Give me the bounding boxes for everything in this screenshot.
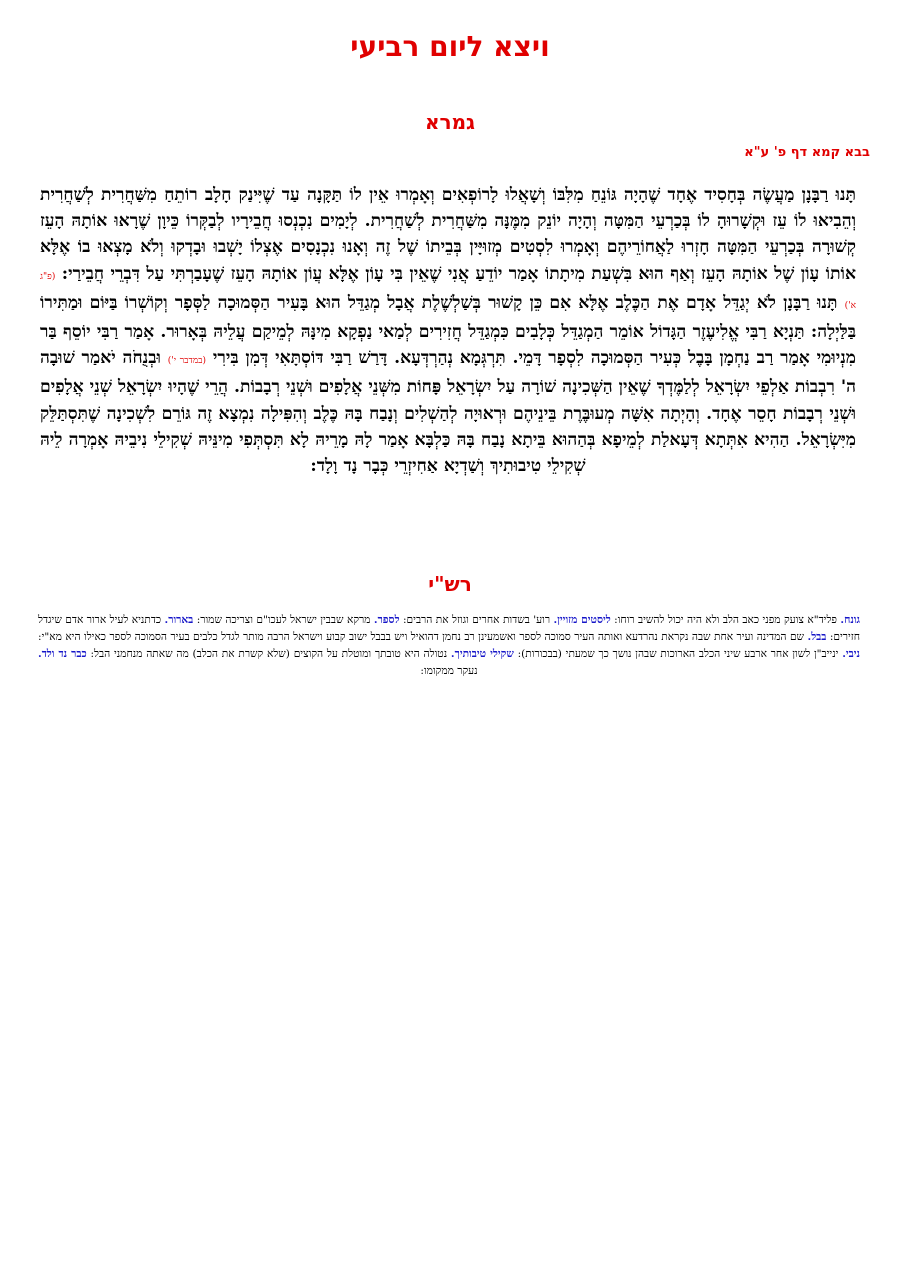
rashi-comment: נעקר ממקומו: [420,665,478,677]
rashi-entry [400,614,611,626]
gemara-part-3: וּבְנֻחֹה יֹאמַר שׁוּבָה ה' רִבְבוֹת אַלְפֵי יִשְׂרָאֵל לְלַמֶּדְךָ שֶׁאֵין הַשְּׁכִינָה שׁוֹרָה עַל יִשְׂרָאֵל פָּחוֹת מִשְּׁנֵי אֲלָפִים וּשְׁנֵי רְבָבוֹת. הֲרֵי שֶׁהָיוּ יִשְׂרָאֵל שְׁנֵי אֲלָפִים וּשְׁנֵי רְבָבוֹת חָסֵר אֶחָד. וְהָיְתָה אִשָּׁה מְעוּבֶּרֶת בֵּינֵיהֶם וּרְאוּיָה לְהַשְׁלִים וְנָבַח בָּהּ כֶּלֶב וְהִפִּילָה נִמְצָא זֶה גּוֹרֵם לִשְׁכִינָה שֶׁתִּסְתַּלֵּק מִיִּשְׂרָאֵל. הַהִיא אִתְּתָא דְּעָאלַת לְמֵיפָא בְּהַהוּא בֵּיתָא נָבַח בָּהּ כַּלְבָּא אָמַר לָהּ מָרֵיהּ לָא תִּסְתְּפִי מִינֵּיהּ שְׁקִילֵי נִיבֵיהּ אָמְרָה לֵיהּ שְׁקִילֵי טִיבוּתִיךְ וְשַׁדְיָא אַחִיזְרֵי כְּבָר נָד וָלָד: [40,348,856,477]
rashi-comment: שם המדינה ועיר אחת שבה נקראת נהרדעא ואותה העיר סמוכה לספר ואשמעינן רב נחמן דהואיל ויש בבבל ישוב קבוע וישראל הרבה מותר לגדל כלבים בעיר הסמוכה לספר כאילו היא מא"י: [38,631,808,643]
rashi-entry [87,648,514,660]
rashi-headword: בבל. [807,631,827,643]
gemara-heading: גמרא [424,110,475,134]
rashi-entry [38,631,826,643]
rashi-entry [611,614,860,626]
page-title: ויצא ליום רביעי [350,30,550,63]
rashi-comment: ינייב"ן לשון אחר ארבע שיני הכלב הארוכות שבהן נושך כך שמעתי (בבכורות): [513,648,843,660]
rashi-comment: פליד"א צועק מפני כאב הלב ולא היה יכול להשיב רוחו: [610,614,841,626]
rashi-heading: רש"י [428,572,472,596]
rashi-text [38,612,860,680]
rashi-headword: שקילי טיבותיך. [450,648,514,660]
rashi-headword: לספר. [373,614,400,626]
gemara-text [40,182,856,479]
rashi-comment: נטולה היא טובתך ומוטלת על הקוצים (שלא קשרת את הכלב) מה שאתה מנחמני הבל: [86,648,451,660]
citation-1: (פ"ג א') [40,271,857,311]
gemara-part-1: תָּנוּ רַבָּנָן מַעֲשֶׂה בְּחָסִיד אֶחָד שֶׁהָיָה גּוֹנֵחַ מִלִּבּוֹ וְשָׁאֲלוּ לָרוֹפְאִים וְאָמְרוּ אֵין לוֹ תַּקָּנָה עַד שֶׁיִּינַק חָלָב רוֹתֵחַ מִשַּׁחֲרִית לְשַׁחֲרִית וְהֵבִיאוּ לוֹ עֵז וּקְשָׁרוּהָ לוֹ בְּכַרְעֵי הַמִּטָּה וְהָיָה יוֹנֵק מִמֶּנָּה מִשַּׁחֲרִית לְשַׁחֲרִית. לְיָמִים נִכְנְסוּ חֲבֵירָיו לְבַקְּרוֹ כֵּיוָן שֶׁרָאוּ אוֹתָהּ הָעֵז קְשׁוּרָה בְּכַרְעֵי הַמִּטָּה חָזְרוּ לַאֲחוֹרֵיהֶם וְאָמְרוּ לִסְטִים מְזוּיָּין בְּבֵיתוֹ שֶׁל זֶה וְאָנוּ נִכְנָסִים אֶצְלוֹ יָשְׁבוּ וּבָדְקוּ וְלֹא מָצְאוּ בוֹ אֶלָּא אוֹתוֹ עָוֹן שֶׁל אוֹתָהּ הָעֵז וְאַף הוּא בִּשְׁעַת מִיתָתוֹ אָמַר יוֹדֵעַ אֲנִי שֶׁאֵין בִּי עָוֹן אֶלָּא עֲוֹן אוֹתָהּ הָעֵז שֶׁעָבַרְתִּי עַל דִּבְרֵי חֲבֵירַי: [40,185,856,284]
rashi-comment: רוע' בשדות אחרים וגוזל את הרבים: [399,614,554,626]
source-reference: בבא קמא דף פ' ע"א [744,145,870,160]
citation-2: (במדבר י') [167,356,207,367]
rashi-headword: בארור. [164,614,194,626]
rashi-headword: ניבי. [842,648,860,660]
rashi-headword: גונח. [840,614,861,626]
rashi-headword: ליסטים מזויין. [553,614,611,626]
rashi-headword: כבר נד ולד. [38,648,87,660]
rashi-comment: כדתניא לעיל ארור אדם שיגדל חזירים: [38,614,860,643]
rashi-comment: מרקא שבבין ישראל לעכו"ם וצריכה שמור: [193,614,374,626]
gemara-part-2: תָּנוּ רַבָּנָן לֹא יְגַדֵּל אָדָם אֶת הַכֶּלֶב אֶלָּא אִם כֵּן קָשׁוּר בְּשַׁלְשֶׁלֶת אֲבָל מְגַדֵּל הוּא בָּעִיר הַסְּמוּכָה לַסְּפָר וְקוֹשְׁרוֹ בַּיּוֹם וּמַתִּירוֹ בַּלַּיְלָה: תַּנְיָא רַבִּי אֱלִיעֶזֶר הַגָּדוֹל אוֹמֵר הַמְגַדֵּל כְּלָבִים כִּמְגַדֵּל חֲזִירִים לְמַאי נַפְקָא מִינָּהּ לְמֵיקַם עֲלֵיהּ בְּאָרוּר. אָמַר רַבִּי יוֹסֵף בַּר מִנְיוּמִי אָמַר רַב נַחְמָן בָּבֶל כְּעִיר הַסְּמוּכָה לִסְפָר דָּמֵי. תִּרְגְּמָא נְהַרְדְּעָא. דָּרַשׁ רַבִּי דּוֹסְתָּאִי דְּמִן בִּירִי [40,292,856,369]
rashi-entry [193,614,399,626]
rashi-entry [514,648,860,660]
